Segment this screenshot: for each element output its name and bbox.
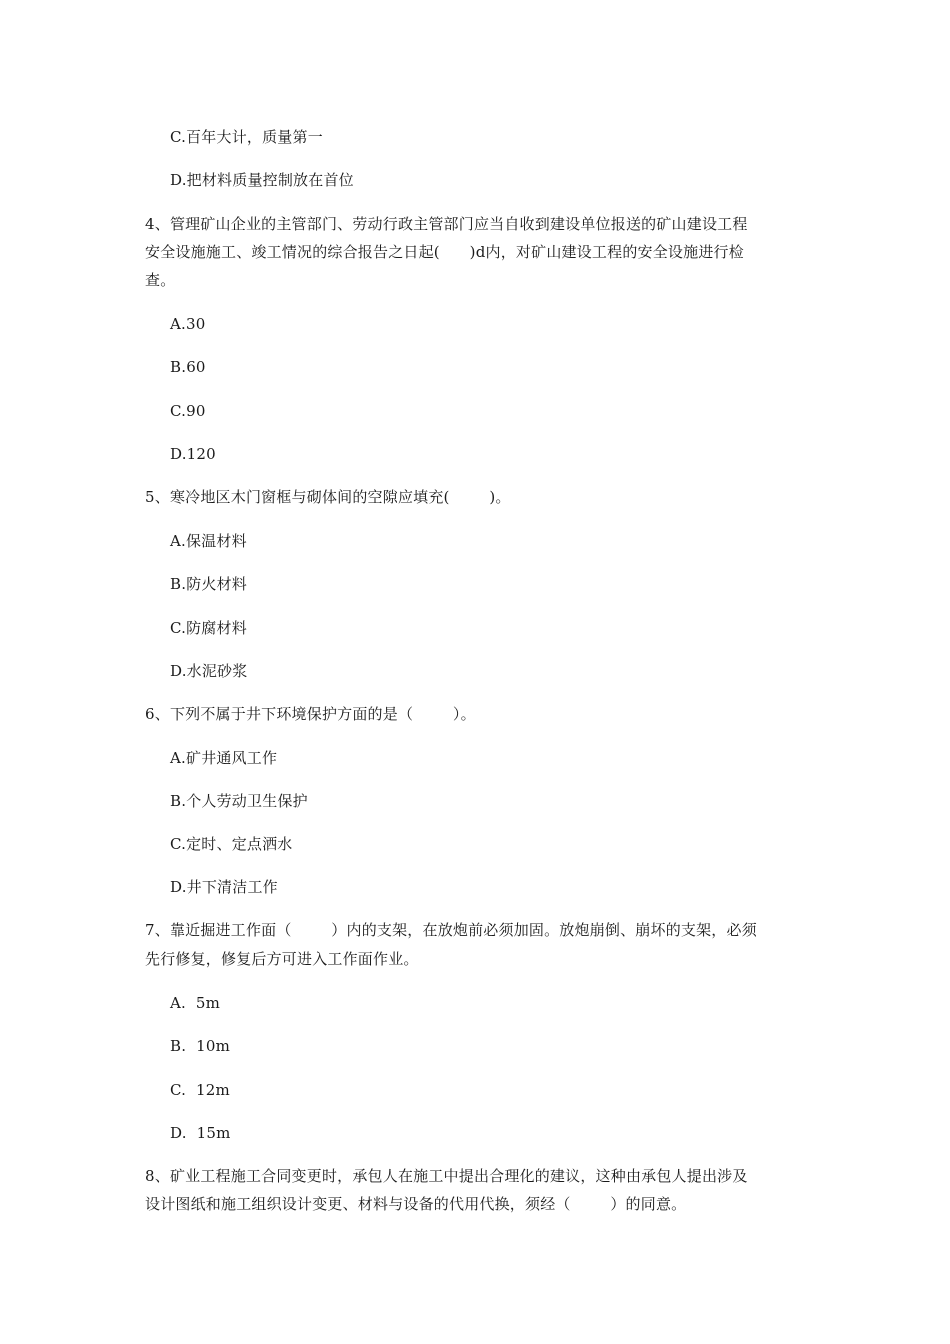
q7-stem-line1: 7、靠近掘进工作面（ ）内的支架，在放炮前必须加固。放炮崩倒、崩坏的支架，必须: [145, 921, 757, 939]
q4-stem-line1: 4、管理矿山企业的主管部门、劳动行政主管部门应当自收到建设单位报送的矿山建设工程: [145, 215, 748, 233]
q6-option-c: C.定时、定点洒水: [170, 835, 293, 853]
q6-option-a: A.矿井通风工作: [170, 749, 278, 767]
q7-stem-line2: 先行修复，修复后方可进入工作面作业。: [145, 950, 419, 968]
q5-option-c: C.防腐材料: [170, 619, 247, 637]
q5-option-b: B.防火材料: [170, 575, 247, 593]
q4-option-a: A.30: [170, 315, 206, 333]
q4-stem-line3: 查。: [145, 271, 176, 289]
q4-stem-line2: 安全设施施工、竣工情况的综合报告之日起( )d内，对矿山建设工程的安全设施进行检: [145, 243, 744, 261]
q7-option-b: B. 10m: [170, 1037, 231, 1055]
q5-stem: 5、寒冷地区木门窗框与砌体间的空隙应填充( )。: [145, 488, 511, 506]
q6-stem: 6、下列不属于井下环境保护方面的是（ ）。: [145, 705, 476, 723]
q4-option-d: D.120: [170, 445, 216, 463]
q8-stem-line2: 设计图纸和施工组织设计变更、材料与设备的代用代换，须经（ ）的同意。: [145, 1195, 687, 1213]
q3-option-d: D.把材料质量控制放在首位: [170, 171, 354, 189]
q5-option-d: D.水泥砂浆: [170, 662, 248, 680]
q7-option-c: C. 12m: [170, 1081, 230, 1099]
q5-option-a: A.保温材料: [170, 532, 247, 550]
q7-option-a: A. 5m: [170, 994, 221, 1012]
q3-option-c: C.百年大计，质量第一: [170, 128, 323, 146]
q8-stem-line1: 8、矿业工程施工合同变更时，承包人在施工中提出合理化的建议，这种由承包人提出涉及: [145, 1167, 748, 1185]
q6-option-d: D.井下清洁工作: [170, 878, 278, 896]
q7-option-d: D. 15m: [170, 1124, 231, 1142]
q6-option-b: B.个人劳动卫生保护: [170, 792, 308, 810]
q4-option-b: B.60: [170, 358, 206, 376]
q4-option-c: C.90: [170, 402, 206, 420]
